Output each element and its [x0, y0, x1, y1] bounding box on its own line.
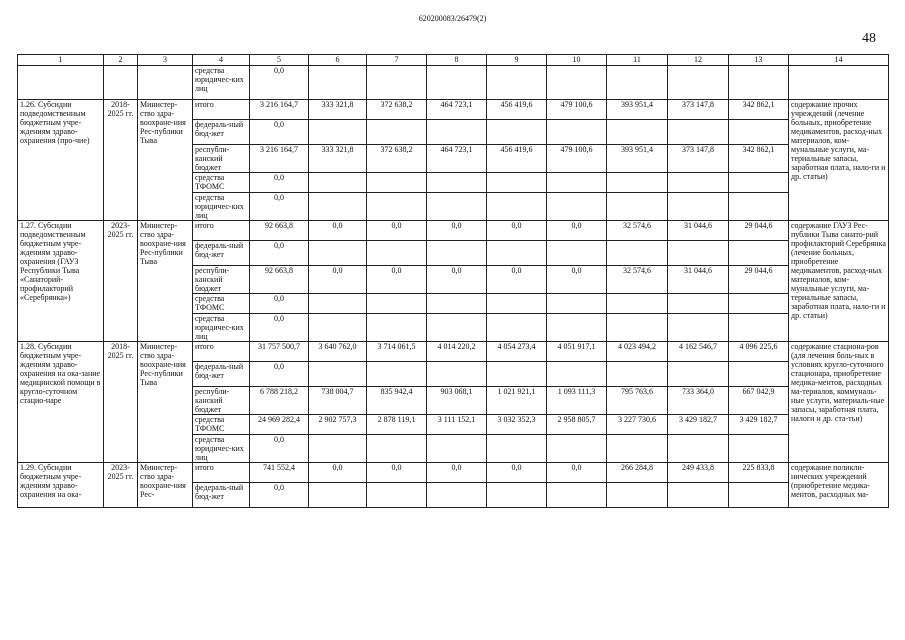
- header-row: [18, 55, 889, 66]
- value-cell: 3 111 152,1: [427, 415, 487, 435]
- value-cell: 333 321,8: [309, 100, 367, 120]
- column-header: 4: [193, 55, 250, 66]
- value-cell: 0,0: [367, 221, 427, 241]
- value-cell: 0,0: [250, 193, 309, 221]
- value-cell: 0,0: [487, 221, 547, 241]
- funding-source-cell: итого: [193, 221, 250, 241]
- empty-cell: [789, 66, 889, 100]
- value-cell: [367, 193, 427, 221]
- funding-source-cell: средства юридичес-ких лиц: [193, 193, 250, 221]
- value-cell: [487, 120, 547, 145]
- column-header: 11: [607, 55, 668, 66]
- value-cell: [607, 483, 668, 508]
- empty-cell: [729, 66, 789, 100]
- value-cell: 0,0: [250, 362, 309, 387]
- funding-source-cell: средства ТФОМС: [193, 415, 250, 435]
- funding-source-cell: федераль-ный бюд-жет: [193, 241, 250, 266]
- value-cell: [427, 120, 487, 145]
- column-header: 13: [729, 55, 789, 66]
- value-cell: 393 951,4: [607, 145, 668, 173]
- value-cell: 3 216 164,7: [250, 100, 309, 120]
- value-cell: 31 044,6: [668, 266, 729, 294]
- period-cell: 2023-2025 гг.: [104, 463, 138, 508]
- value-cell: 333 321,8: [309, 145, 367, 173]
- funding-source-cell: итого: [193, 342, 250, 362]
- table-row: [18, 221, 889, 241]
- column-header: 10: [547, 55, 607, 66]
- funding-source-cell: средства юридичес-ких лиц: [193, 435, 250, 463]
- value-cell: 464 723,1: [427, 145, 487, 173]
- value-cell: 0,0: [250, 66, 309, 100]
- value-cell: 3 227 730,6: [607, 415, 668, 435]
- value-cell: [487, 173, 547, 193]
- budget-table: [17, 54, 889, 508]
- empty-cell: [18, 66, 104, 100]
- value-cell: [427, 173, 487, 193]
- funding-source-cell: республи-канский бюджет: [193, 387, 250, 415]
- responsible-cell: Министер-ство здра-воохране-ния Рес-: [138, 463, 193, 508]
- value-cell: [607, 193, 668, 221]
- value-cell: [547, 435, 607, 463]
- value-cell: [487, 314, 547, 342]
- value-cell: 0,0: [367, 463, 427, 483]
- value-cell: [427, 241, 487, 266]
- value-cell: [547, 193, 607, 221]
- value-cell: 92 663,8: [250, 266, 309, 294]
- value-cell: [427, 483, 487, 508]
- value-cell: [668, 362, 729, 387]
- value-cell: 795 763,6: [607, 387, 668, 415]
- value-cell: 2 878 119,1: [367, 415, 427, 435]
- value-cell: 0,0: [427, 463, 487, 483]
- value-cell: [487, 435, 547, 463]
- value-cell: [729, 362, 789, 387]
- value-cell: [607, 362, 668, 387]
- value-cell: [309, 435, 367, 463]
- value-cell: 0,0: [250, 173, 309, 193]
- empty-cell: [427, 66, 487, 100]
- value-cell: [309, 173, 367, 193]
- value-cell: [309, 120, 367, 145]
- empty-cell: [138, 66, 193, 100]
- value-cell: 479 100,6: [547, 100, 607, 120]
- value-cell: 1 021 921,1: [487, 387, 547, 415]
- responsible-cell: Министер-ство здра-воохране-ния Рес-публики Тыва: [138, 100, 193, 221]
- value-cell: 738 004,7: [309, 387, 367, 415]
- value-cell: 0,0: [487, 266, 547, 294]
- value-cell: 373 147,8: [668, 100, 729, 120]
- value-cell: 733 364,0: [668, 387, 729, 415]
- value-cell: [427, 294, 487, 314]
- value-cell: 0,0: [427, 266, 487, 294]
- value-cell: 4 054 273,4: [487, 342, 547, 362]
- measure-name-cell: 1.28. Субсидии бюджетным учре-ждениям здраво-охранения на ока-зание медицинской помощи в кругло-суточном стацио-наре: [18, 342, 104, 463]
- column-header: 1: [18, 55, 104, 66]
- value-cell: 903 068,1: [427, 387, 487, 415]
- value-cell: 835 942,4: [367, 387, 427, 415]
- column-header: 12: [668, 55, 729, 66]
- value-cell: [547, 173, 607, 193]
- value-cell: 31 044,6: [668, 221, 729, 241]
- value-cell: [607, 120, 668, 145]
- measure-name-cell: 1.26. Субсидии подведомственным бюджетным учре-ждениям здраво-охранения (про-чие): [18, 100, 104, 221]
- value-cell: 464 723,1: [427, 100, 487, 120]
- value-cell: 24 969 282,4: [250, 415, 309, 435]
- note-cell: содержание ГАУЗ Рес-публики Тыва санато-рий профилакторий Серебрянка (лечение больных, приобретение медикаментов, расход-ных материалов, ком-мунальные услуги, ма-териальные запасы, заработная плата, нало-ги и др. статьи): [789, 221, 889, 342]
- value-cell: 2 958 805,7: [547, 415, 607, 435]
- value-cell: 456 419,6: [487, 145, 547, 173]
- value-cell: 31 757 500,7: [250, 342, 309, 362]
- value-cell: 667 042,9: [729, 387, 789, 415]
- note-cell: содержание стациона-ров (для лечения боль-ных в условиях кругло-суточного стационара, приобретение медика-ментов, расходных ма-териалов, коммуналь-ные услуги, материаль-ные запасы, заработная плата, налоги и др. ста-тьи): [789, 342, 889, 463]
- value-cell: [367, 483, 427, 508]
- value-cell: 373 147,8: [668, 145, 729, 173]
- value-cell: [668, 120, 729, 145]
- value-cell: 3 429 182,7: [729, 415, 789, 435]
- funding-source-cell: итого: [193, 463, 250, 483]
- empty-cell: [487, 66, 547, 100]
- value-cell: 4 023 494,2: [607, 342, 668, 362]
- value-cell: 3 429 182,7: [668, 415, 729, 435]
- value-cell: 3 216 164,7: [250, 145, 309, 173]
- empty-cell: [607, 66, 668, 100]
- value-cell: [427, 362, 487, 387]
- value-cell: 0,0: [487, 463, 547, 483]
- value-cell: 0,0: [250, 435, 309, 463]
- value-cell: [668, 193, 729, 221]
- column-header: 8: [427, 55, 487, 66]
- value-cell: 0,0: [250, 294, 309, 314]
- value-cell: [487, 483, 547, 508]
- value-cell: [487, 294, 547, 314]
- value-cell: 32 574,6: [607, 266, 668, 294]
- value-cell: [607, 435, 668, 463]
- value-cell: [607, 173, 668, 193]
- funding-source-cell: итого: [193, 100, 250, 120]
- value-cell: [729, 294, 789, 314]
- column-header: 7: [367, 55, 427, 66]
- value-cell: [729, 241, 789, 266]
- value-cell: [309, 362, 367, 387]
- value-cell: 0,0: [309, 221, 367, 241]
- value-cell: [367, 435, 427, 463]
- value-cell: 4 096 225,6: [729, 342, 789, 362]
- column-header: 6: [309, 55, 367, 66]
- value-cell: [367, 314, 427, 342]
- value-cell: [607, 314, 668, 342]
- value-cell: [367, 173, 427, 193]
- value-cell: [309, 193, 367, 221]
- value-cell: 0,0: [547, 463, 607, 483]
- value-cell: [367, 241, 427, 266]
- responsible-cell: Министер-ство здра-воохране-ния Рес-публики Тыва: [138, 221, 193, 342]
- value-cell: [668, 294, 729, 314]
- table-row: [18, 463, 889, 483]
- value-cell: [547, 483, 607, 508]
- value-cell: [547, 362, 607, 387]
- value-cell: [309, 241, 367, 266]
- value-cell: [607, 294, 668, 314]
- table-row: [18, 342, 889, 362]
- value-cell: 0,0: [309, 463, 367, 483]
- value-cell: [309, 483, 367, 508]
- column-header: 14: [789, 55, 889, 66]
- empty-cell: [104, 66, 138, 100]
- period-cell: 2018-2025 гг.: [104, 342, 138, 463]
- period-cell: 2023-2025 гг.: [104, 221, 138, 342]
- value-cell: [668, 241, 729, 266]
- value-cell: 342 862,1: [729, 100, 789, 120]
- column-header: 5: [250, 55, 309, 66]
- measure-name-cell: 1.29. Субсидии бюджетным учре-ждениям здраво-охранения на ока-: [18, 463, 104, 508]
- value-cell: [607, 241, 668, 266]
- value-cell: 0,0: [250, 483, 309, 508]
- value-cell: 342 862,1: [729, 145, 789, 173]
- column-header: 2: [104, 55, 138, 66]
- value-cell: 2 902 757,3: [309, 415, 367, 435]
- value-cell: 4 051 917,1: [547, 342, 607, 362]
- value-cell: [547, 294, 607, 314]
- value-cell: 741 552,4: [250, 463, 309, 483]
- value-cell: [367, 294, 427, 314]
- value-cell: [729, 483, 789, 508]
- funding-source-cell: республи-канский бюджет: [193, 145, 250, 173]
- value-cell: 0,0: [250, 120, 309, 145]
- value-cell: [547, 241, 607, 266]
- value-cell: 0,0: [250, 314, 309, 342]
- value-cell: 225 833,8: [729, 463, 789, 483]
- value-cell: 456 419,6: [487, 100, 547, 120]
- value-cell: 0,0: [427, 221, 487, 241]
- value-cell: [547, 120, 607, 145]
- value-cell: [729, 120, 789, 145]
- funding-source-cell: средства ТФОМС: [193, 173, 250, 193]
- value-cell: [367, 120, 427, 145]
- value-cell: [668, 435, 729, 463]
- note-cell: содержание прочих учреждений (лечение больных, приобретение медикаментов, расход-ных материалов, ком-мунальные услуги, ма-териальные запасы, заработная плата, нало-ги и др. статьи): [789, 100, 889, 221]
- value-cell: 29 044,6: [729, 221, 789, 241]
- value-cell: [427, 435, 487, 463]
- document-id: 620200083/26479(2): [418, 14, 487, 23]
- value-cell: 0,0: [309, 266, 367, 294]
- value-cell: [487, 193, 547, 221]
- responsible-cell: Министер-ство здра-воохране-ния Рес-публики Тыва: [138, 342, 193, 463]
- value-cell: 372 638,2: [367, 100, 427, 120]
- table-row: [18, 100, 889, 120]
- value-cell: 6 788 218,2: [250, 387, 309, 415]
- value-cell: [487, 362, 547, 387]
- column-header: 3: [138, 55, 193, 66]
- value-cell: [367, 362, 427, 387]
- value-cell: [668, 314, 729, 342]
- value-cell: 249 433,8: [668, 463, 729, 483]
- value-cell: [729, 314, 789, 342]
- empty-cell: [547, 66, 607, 100]
- funding-source-cell: республи-канский бюджет: [193, 266, 250, 294]
- value-cell: 0,0: [547, 221, 607, 241]
- funding-source-cell: средства юридичес-ких лиц: [193, 314, 250, 342]
- funding-source-cell: федераль-ный бюд-жет: [193, 120, 250, 145]
- value-cell: [729, 193, 789, 221]
- value-cell: 32 574,6: [607, 221, 668, 241]
- value-cell: [668, 483, 729, 508]
- column-header: 9: [487, 55, 547, 66]
- value-cell: [487, 241, 547, 266]
- value-cell: [729, 173, 789, 193]
- period-cell: 2018-2025 гг.: [104, 100, 138, 221]
- value-cell: [668, 173, 729, 193]
- value-cell: 372 638,2: [367, 145, 427, 173]
- value-cell: 4 162 546,7: [668, 342, 729, 362]
- value-cell: 0,0: [547, 266, 607, 294]
- value-cell: [427, 193, 487, 221]
- value-cell: 3 032 352,3: [487, 415, 547, 435]
- funding-source-cell: средства ТФОМС: [193, 294, 250, 314]
- value-cell: [427, 314, 487, 342]
- funding-source-cell: федераль-ный бюд-жет: [193, 362, 250, 387]
- empty-cell: [309, 66, 367, 100]
- page-number: 48: [862, 31, 876, 46]
- value-cell: 3 714 061,5: [367, 342, 427, 362]
- value-cell: [547, 314, 607, 342]
- measure-name-cell: 1.27. Субсидии подведомственным бюджетным учре-ждениям здраво-охранения (ГАУЗ Республики Тыва «Санаторий-профилакторий «Серебрянка»): [18, 221, 104, 342]
- value-cell: [309, 314, 367, 342]
- value-cell: 393 951,4: [607, 100, 668, 120]
- table-row: [18, 66, 889, 100]
- value-cell: 1 093 111,3: [547, 387, 607, 415]
- value-cell: 29 044,6: [729, 266, 789, 294]
- value-cell: 92 663,8: [250, 221, 309, 241]
- funding-source-cell: средства юридичес-ких лиц: [193, 66, 250, 100]
- value-cell: 3 640 762,0: [309, 342, 367, 362]
- value-cell: [729, 435, 789, 463]
- value-cell: [309, 294, 367, 314]
- empty-cell: [668, 66, 729, 100]
- value-cell: 0,0: [367, 266, 427, 294]
- value-cell: 479 100,6: [547, 145, 607, 173]
- empty-cell: [367, 66, 427, 100]
- value-cell: 4 014 220,2: [427, 342, 487, 362]
- value-cell: 266 284,8: [607, 463, 668, 483]
- funding-source-cell: федераль-ный бюд-жет: [193, 483, 250, 508]
- note-cell: содержание поликли-нических учреждений (приобретение медика-ментов, расходных ма-: [789, 463, 889, 508]
- value-cell: 0,0: [250, 241, 309, 266]
